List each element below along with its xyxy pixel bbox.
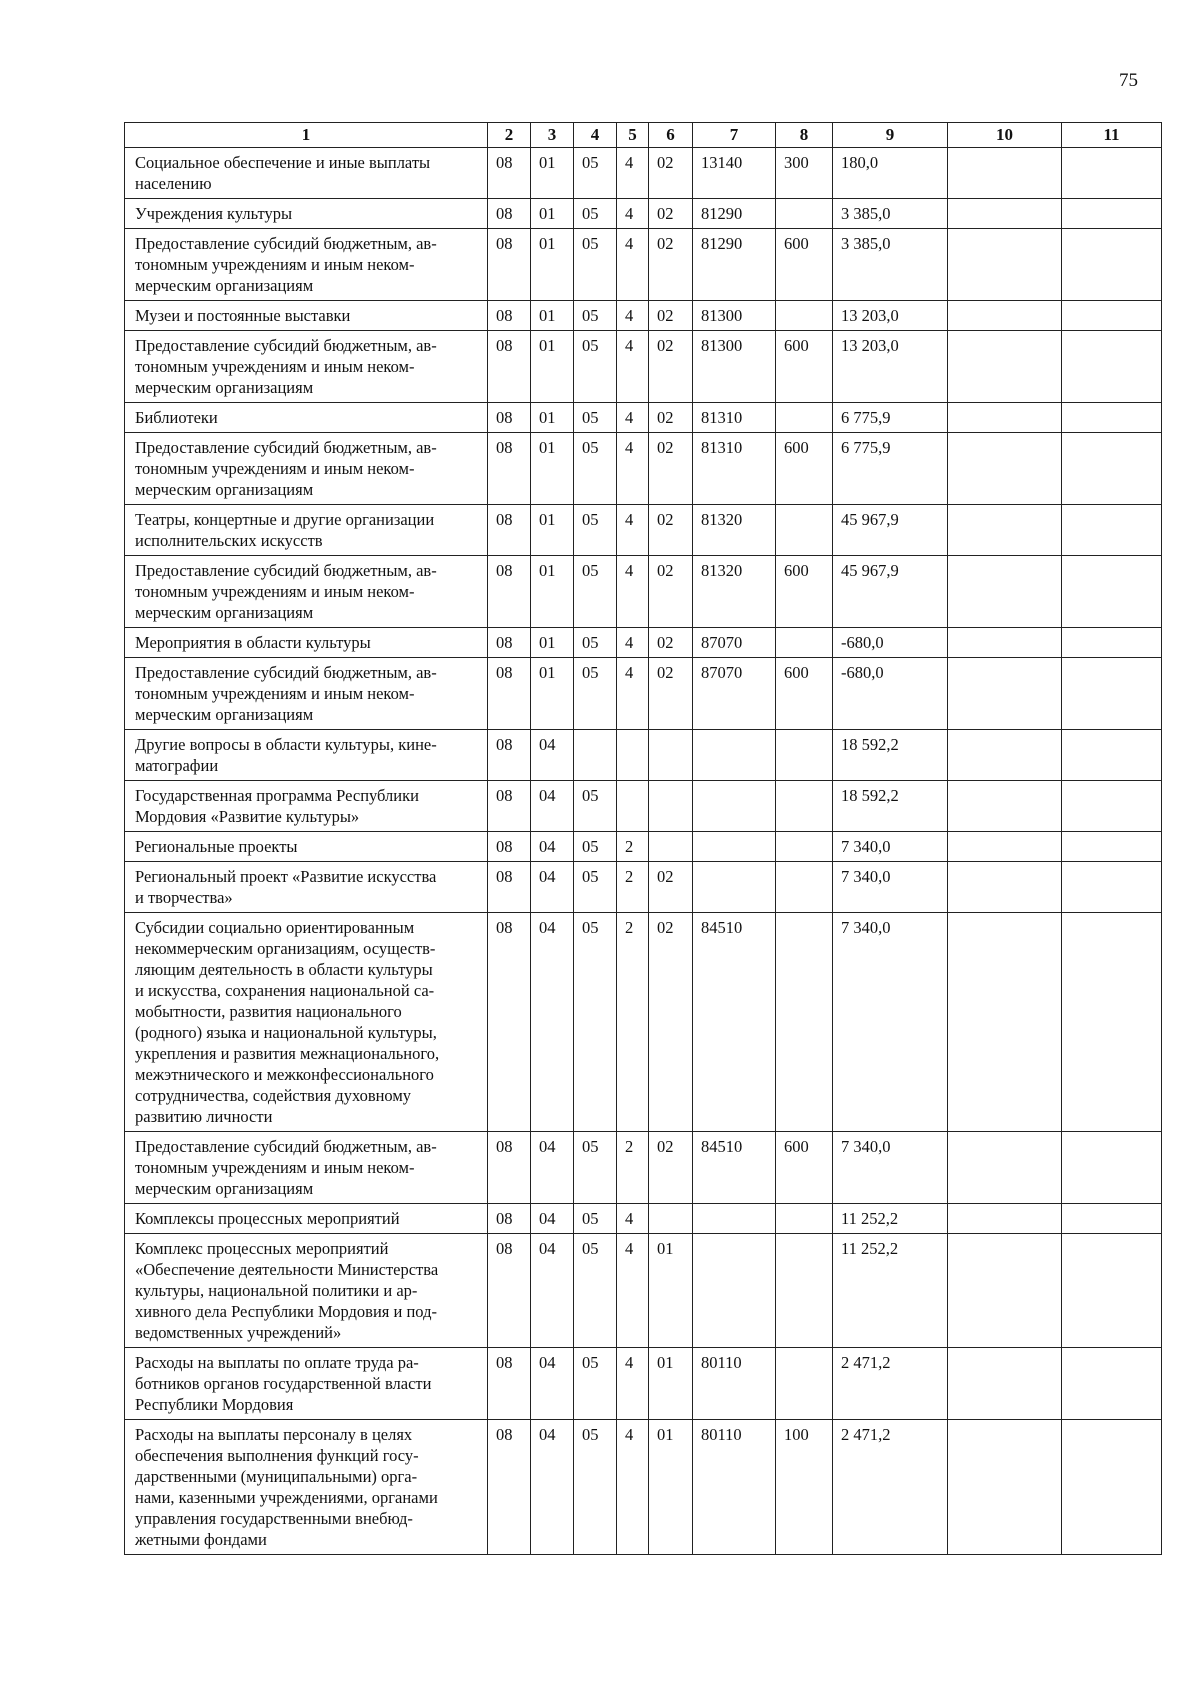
event-code-cell: 02 (649, 403, 693, 433)
column-header: 3 (531, 123, 574, 148)
section-code-cell: 08 (488, 1204, 531, 1234)
column-10-cell (948, 1348, 1062, 1420)
section-code-cell: 08 (488, 229, 531, 301)
subprogram-code-cell: 4 (617, 331, 649, 403)
subprogram-code-cell: 4 (617, 229, 649, 301)
subprogram-code-cell (617, 730, 649, 781)
subprogram-code-cell: 4 (617, 433, 649, 505)
section-code-cell: 08 (488, 862, 531, 913)
table-header-row (125, 123, 1162, 148)
section-code-cell: 08 (488, 301, 531, 331)
subprogram-code-cell: 4 (617, 301, 649, 331)
row-name-cell: Предоставление субсидий бюджетным, ав- тономным учреждениям и иным неком- мерческим организациям (125, 658, 488, 730)
expense-type-cell (776, 832, 833, 862)
column-11-cell (1062, 832, 1162, 862)
subsection-code-cell: 04 (531, 832, 574, 862)
expense-type-cell: 300 (776, 148, 833, 199)
subprogram-code-cell: 2 (617, 913, 649, 1132)
column-11-cell (1062, 1132, 1162, 1204)
amount-cell: 7 340,0 (833, 1132, 948, 1204)
amount-cell: 11 252,2 (833, 1204, 948, 1234)
column-11-cell (1062, 1204, 1162, 1234)
expense-type-cell (776, 913, 833, 1132)
section-code-cell: 08 (488, 1348, 531, 1420)
program-code-cell: 05 (574, 199, 617, 229)
column-11-cell (1062, 913, 1162, 1132)
section-code-cell: 08 (488, 730, 531, 781)
column-11-cell (1062, 301, 1162, 331)
subsection-code-cell: 01 (531, 199, 574, 229)
event-code-cell: 02 (649, 199, 693, 229)
program-code-cell: 05 (574, 148, 617, 199)
section-code-cell: 08 (488, 1420, 531, 1555)
subprogram-code-cell: 4 (617, 1204, 649, 1234)
program-code-cell: 05 (574, 1234, 617, 1348)
subsection-code-cell: 04 (531, 1234, 574, 1348)
column-10-cell (948, 862, 1062, 913)
column-10-cell (948, 913, 1062, 1132)
subsection-code-cell: 01 (531, 331, 574, 403)
subprogram-code-cell: 4 (617, 556, 649, 628)
program-code-cell: 05 (574, 913, 617, 1132)
amount-cell: 3 385,0 (833, 229, 948, 301)
table-row (125, 301, 1162, 331)
program-code-cell: 05 (574, 1132, 617, 1204)
program-code-cell: 05 (574, 301, 617, 331)
subprogram-code-cell: 2 (617, 832, 649, 862)
event-code-cell: 02 (649, 331, 693, 403)
expense-type-cell (776, 403, 833, 433)
program-code-cell: 05 (574, 628, 617, 658)
table-row (125, 331, 1162, 403)
expense-type-cell: 600 (776, 331, 833, 403)
amount-cell: 18 592,2 (833, 781, 948, 832)
row-name-cell: Субсидии социально ориентированным некоммерческим организациям, осуществ- ляющим деятельность в области культуры и искусства, сохранения национальной са- мобытности, развития национального (родного) языка и национальной культуры, укрепления и развития межнационального, межэтнического и межконфессионального сотрудничества, содействия духовному развитию личности (125, 913, 488, 1132)
event-code-cell (649, 781, 693, 832)
table-row (125, 505, 1162, 556)
section-code-cell: 08 (488, 556, 531, 628)
subsection-code-cell: 01 (531, 301, 574, 331)
subsection-code-cell: 01 (531, 628, 574, 658)
column-10-cell (948, 229, 1062, 301)
column-header: 10 (948, 123, 1062, 148)
column-10-cell (948, 628, 1062, 658)
subprogram-code-cell: 2 (617, 862, 649, 913)
row-name-cell: Региональные проекты (125, 832, 488, 862)
program-code-cell: 05 (574, 781, 617, 832)
program-code-cell: 05 (574, 229, 617, 301)
table-row (125, 913, 1162, 1132)
expense-type-cell (776, 730, 833, 781)
subprogram-code-cell: 2 (617, 1132, 649, 1204)
column-header: 7 (693, 123, 776, 148)
direction-code-cell: 84510 (693, 1132, 776, 1204)
event-code-cell: 01 (649, 1348, 693, 1420)
column-11-cell (1062, 229, 1162, 301)
section-code-cell: 08 (488, 832, 531, 862)
table-row (125, 862, 1162, 913)
column-header: 4 (574, 123, 617, 148)
event-code-cell: 02 (649, 505, 693, 556)
section-code-cell: 08 (488, 1132, 531, 1204)
event-code-cell: 02 (649, 148, 693, 199)
subsection-code-cell: 04 (531, 730, 574, 781)
subsection-code-cell: 04 (531, 1420, 574, 1555)
table-row (125, 658, 1162, 730)
expense-type-cell (776, 199, 833, 229)
table-row (125, 433, 1162, 505)
row-name-cell: Музеи и постоянные выставки (125, 301, 488, 331)
row-name-cell: Комплекс процессных мероприятий «Обеспечение деятельности Министерства культуры, национальной политики и ар- хивного дела Республики Мордовия и под- ведомственных учреждений» (125, 1234, 488, 1348)
amount-cell: 13 203,0 (833, 301, 948, 331)
program-code-cell: 05 (574, 1204, 617, 1234)
event-code-cell: 02 (649, 913, 693, 1132)
direction-code-cell (693, 832, 776, 862)
program-code-cell: 05 (574, 331, 617, 403)
direction-code-cell: 84510 (693, 913, 776, 1132)
subsection-code-cell: 04 (531, 1204, 574, 1234)
row-name-cell: Расходы на выплаты персоналу в целях обеспечения выполнения функций госу- дарственными (муниципальными) орга- нами, казенными учреждениями, органами управления государственными внебюд- жетными фондами (125, 1420, 488, 1555)
direction-code-cell: 80110 (693, 1348, 776, 1420)
program-code-cell: 05 (574, 403, 617, 433)
amount-cell: 45 967,9 (833, 556, 948, 628)
column-11-cell (1062, 403, 1162, 433)
column-11-cell (1062, 199, 1162, 229)
expense-type-cell (776, 781, 833, 832)
column-10-cell (948, 301, 1062, 331)
row-name-cell: Комплексы процессных мероприятий (125, 1204, 488, 1234)
column-11-cell (1062, 781, 1162, 832)
section-code-cell: 08 (488, 403, 531, 433)
row-name-cell: Учреждения культуры (125, 199, 488, 229)
row-name-cell: Предоставление субсидий бюджетным, ав- тономным учреждениям и иным неком- мерческим организациям (125, 433, 488, 505)
row-name-cell: Социальное обеспечение и иные выплаты населению (125, 148, 488, 199)
column-10-cell (948, 730, 1062, 781)
expense-type-cell: 100 (776, 1420, 833, 1555)
amount-cell: -680,0 (833, 658, 948, 730)
column-10-cell (948, 658, 1062, 730)
amount-cell: 7 340,0 (833, 862, 948, 913)
amount-cell: 6 775,9 (833, 403, 948, 433)
row-name-cell: Предоставление субсидий бюджетным, ав- тономным учреждениям и иным неком- мерческим организациям (125, 556, 488, 628)
amount-cell: 2 471,2 (833, 1348, 948, 1420)
direction-code-cell (693, 730, 776, 781)
program-code-cell (574, 730, 617, 781)
column-header: 8 (776, 123, 833, 148)
column-10-cell (948, 1234, 1062, 1348)
expense-type-cell (776, 1234, 833, 1348)
section-code-cell: 08 (488, 433, 531, 505)
amount-cell: 18 592,2 (833, 730, 948, 781)
column-11-cell (1062, 1420, 1162, 1555)
subsection-code-cell: 04 (531, 1348, 574, 1420)
event-code-cell: 01 (649, 1420, 693, 1555)
table-row (125, 229, 1162, 301)
row-name-cell: Мероприятия в области культуры (125, 628, 488, 658)
budget-table (124, 122, 1162, 1555)
event-code-cell (649, 1204, 693, 1234)
subsection-code-cell: 01 (531, 229, 574, 301)
column-10-cell (948, 832, 1062, 862)
subsection-code-cell: 01 (531, 403, 574, 433)
expense-type-cell (776, 1348, 833, 1420)
expense-type-cell (776, 301, 833, 331)
program-code-cell: 05 (574, 1348, 617, 1420)
direction-code-cell: 81290 (693, 229, 776, 301)
expense-type-cell: 600 (776, 229, 833, 301)
subprogram-code-cell: 4 (617, 403, 649, 433)
expense-type-cell: 600 (776, 658, 833, 730)
direction-code-cell: 81320 (693, 556, 776, 628)
column-10-cell (948, 1204, 1062, 1234)
direction-code-cell: 87070 (693, 658, 776, 730)
section-code-cell: 08 (488, 628, 531, 658)
column-11-cell (1062, 862, 1162, 913)
direction-code-cell: 80110 (693, 1420, 776, 1555)
table-row (125, 1420, 1162, 1555)
column-10-cell (948, 556, 1062, 628)
row-name-cell: Предоставление субсидий бюджетным, ав- тономным учреждениям и иным неком- мерческим организациям (125, 229, 488, 301)
column-11-cell (1062, 433, 1162, 505)
event-code-cell: 02 (649, 229, 693, 301)
table-row (125, 199, 1162, 229)
subprogram-code-cell: 4 (617, 1234, 649, 1348)
section-code-cell: 08 (488, 148, 531, 199)
amount-cell: 7 340,0 (833, 832, 948, 862)
direction-code-cell (693, 862, 776, 913)
table-row (125, 781, 1162, 832)
subprogram-code-cell: 4 (617, 148, 649, 199)
direction-code-cell: 81320 (693, 505, 776, 556)
event-code-cell: 02 (649, 1132, 693, 1204)
amount-cell: 13 203,0 (833, 331, 948, 403)
section-code-cell: 08 (488, 1234, 531, 1348)
subsection-code-cell: 01 (531, 148, 574, 199)
column-header: 5 (617, 123, 649, 148)
expense-type-cell: 600 (776, 556, 833, 628)
column-11-cell (1062, 1348, 1162, 1420)
event-code-cell: 02 (649, 628, 693, 658)
table-row (125, 1132, 1162, 1204)
amount-cell: -680,0 (833, 628, 948, 658)
table-row (125, 832, 1162, 862)
subsection-code-cell: 04 (531, 1132, 574, 1204)
program-code-cell: 05 (574, 433, 617, 505)
column-header: 11 (1062, 123, 1162, 148)
event-code-cell: 02 (649, 658, 693, 730)
program-code-cell: 05 (574, 556, 617, 628)
direction-code-cell: 81310 (693, 403, 776, 433)
column-10-cell (948, 199, 1062, 229)
column-11-cell (1062, 556, 1162, 628)
row-name-cell: Театры, концертные и другие организации исполнительских искусств (125, 505, 488, 556)
column-header: 6 (649, 123, 693, 148)
amount-cell: 11 252,2 (833, 1234, 948, 1348)
subsection-code-cell: 01 (531, 505, 574, 556)
column-header: 2 (488, 123, 531, 148)
subprogram-code-cell (617, 781, 649, 832)
amount-cell: 3 385,0 (833, 199, 948, 229)
row-name-cell: Библиотеки (125, 403, 488, 433)
program-code-cell: 05 (574, 862, 617, 913)
column-header: 9 (833, 123, 948, 148)
expense-type-cell: 600 (776, 1132, 833, 1204)
column-11-cell (1062, 628, 1162, 658)
section-code-cell: 08 (488, 199, 531, 229)
column-10-cell (948, 781, 1062, 832)
amount-cell: 45 967,9 (833, 505, 948, 556)
direction-code-cell: 81290 (693, 199, 776, 229)
event-code-cell: 02 (649, 556, 693, 628)
subprogram-code-cell: 4 (617, 1420, 649, 1555)
row-name-cell: Другие вопросы в области культуры, кине- матографии (125, 730, 488, 781)
column-10-cell (948, 1132, 1062, 1204)
table-row (125, 628, 1162, 658)
subsection-code-cell: 04 (531, 913, 574, 1132)
amount-cell: 7 340,0 (833, 913, 948, 1132)
column-10-cell (948, 505, 1062, 556)
event-code-cell: 02 (649, 433, 693, 505)
expense-type-cell (776, 628, 833, 658)
subsection-code-cell: 04 (531, 862, 574, 913)
row-name-cell: Государственная программа Республики Мордовия «Развитие культуры» (125, 781, 488, 832)
direction-code-cell: 81310 (693, 433, 776, 505)
table-body (125, 148, 1162, 1555)
section-code-cell: 08 (488, 781, 531, 832)
subsection-code-cell: 01 (531, 433, 574, 505)
subprogram-code-cell: 4 (617, 1348, 649, 1420)
subsection-code-cell: 01 (531, 658, 574, 730)
column-11-cell (1062, 730, 1162, 781)
expense-type-cell (776, 1204, 833, 1234)
column-header: 1 (125, 123, 488, 148)
subprogram-code-cell: 4 (617, 199, 649, 229)
direction-code-cell: 13140 (693, 148, 776, 199)
section-code-cell: 08 (488, 505, 531, 556)
event-code-cell: 02 (649, 862, 693, 913)
event-code-cell (649, 832, 693, 862)
program-code-cell: 05 (574, 1420, 617, 1555)
direction-code-cell (693, 781, 776, 832)
table-row (125, 730, 1162, 781)
column-11-cell (1062, 505, 1162, 556)
program-code-cell: 05 (574, 832, 617, 862)
column-11-cell (1062, 658, 1162, 730)
amount-cell: 2 471,2 (833, 1420, 948, 1555)
direction-code-cell: 87070 (693, 628, 776, 658)
table-row (125, 1204, 1162, 1234)
amount-cell: 6 775,9 (833, 433, 948, 505)
table-row (125, 556, 1162, 628)
row-name-cell: Расходы на выплаты по оплате труда ра- ботников органов государственной власти Республики Мордовия (125, 1348, 488, 1420)
column-11-cell (1062, 331, 1162, 403)
column-10-cell (948, 433, 1062, 505)
row-name-cell: Региональный проект «Развитие искусства и творчества» (125, 862, 488, 913)
section-code-cell: 08 (488, 913, 531, 1132)
event-code-cell: 02 (649, 301, 693, 331)
event-code-cell: 01 (649, 1234, 693, 1348)
column-10-cell (948, 403, 1062, 433)
table-row (125, 1348, 1162, 1420)
table-row (125, 1234, 1162, 1348)
subprogram-code-cell: 4 (617, 658, 649, 730)
direction-code-cell (693, 1234, 776, 1348)
event-code-cell (649, 730, 693, 781)
row-name-cell: Предоставление субсидий бюджетным, ав- тономным учреждениям и иным неком- мерческим организациям (125, 1132, 488, 1204)
column-11-cell (1062, 1234, 1162, 1348)
program-code-cell: 05 (574, 658, 617, 730)
page-number: 75 (1119, 70, 1138, 91)
column-11-cell (1062, 148, 1162, 199)
section-code-cell: 08 (488, 331, 531, 403)
subsection-code-cell: 04 (531, 781, 574, 832)
section-code-cell: 08 (488, 658, 531, 730)
row-name-cell: Предоставление субсидий бюджетным, ав- тономным учреждениям и иным неком- мерческим организациям (125, 331, 488, 403)
column-10-cell (948, 1420, 1062, 1555)
expense-type-cell (776, 505, 833, 556)
amount-cell: 180,0 (833, 148, 948, 199)
subprogram-code-cell: 4 (617, 505, 649, 556)
subsection-code-cell: 01 (531, 556, 574, 628)
table-row (125, 148, 1162, 199)
table-row (125, 403, 1162, 433)
direction-code-cell: 81300 (693, 301, 776, 331)
expense-type-cell: 600 (776, 433, 833, 505)
subprogram-code-cell: 4 (617, 628, 649, 658)
direction-code-cell (693, 1204, 776, 1234)
direction-code-cell: 81300 (693, 331, 776, 403)
column-10-cell (948, 148, 1062, 199)
column-10-cell (948, 331, 1062, 403)
expense-type-cell (776, 862, 833, 913)
program-code-cell: 05 (574, 505, 617, 556)
